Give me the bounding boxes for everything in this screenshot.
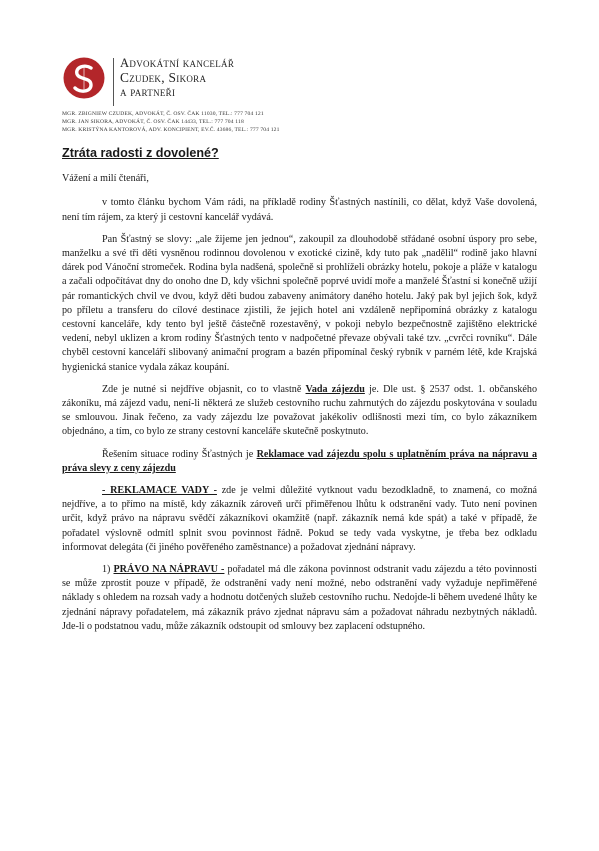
lawyer-line: MGR. KRISTÝNA KANTOROVÁ, ADV. KONCIPIENT, EV.Č. 43686, TEL.: 777 704 121 [62,127,280,134]
lawyer-list [62,110,280,135]
remedy-term: PRÁVO NA NÁPRAVU - [113,564,225,576]
defect-text-pre: Zde je nutné si nejdříve objasnit, co to vlastně [102,383,306,395]
intro-paragraph: v tomto článku bychom Vám rádi, na příkladě rodiny Šťastných nastínili, co dělat, když Vaše dovolená, není tím rájem, za který ji cestovní kancelář vydává. [62,197,537,223]
article-title: Ztráta radosti z dovolené? [62,146,219,160]
story-paragraph: Pan Šťastný se slovy: „ale žijeme jen jednou“, zakoupil za dlouhodobě střádané osobní úspory pro sebe, manželku a své tři děti vysněnou rodinnou dovolenou v exotické cizině, kdy tuto pak „nadělil“ rodině jako hlavní dárek pod Vánoční stromeček. Rodina byla nadšená, společně si prohlíželi obrázky hotelu, pokoje a pláže v katalogu a začali odpočítávat dny do onoho dne D, kdy všichni společně poprvé uvidí moře a manželé Šťastní si konečně užijí pár romantických chvil ve dvou, když děti budou zabaveny animátory daného hotelu. Jaký pak byl jejich šok, když po příletu a transferu do cílové destinace zjistili, že jejich hotel ani vzdáleně nepřipomíná obrázky z katalogu cestovní kanceláře, kdy tento byl ještě částečně rozestavěný, v pokoji nebylo bezpečnostně zajištěno elektrické vedení, nebyl uklizen a krom rodiny Šťastných tento v nadpočetné převaze obývali také tzv. „cvrčci rovníku“. Dále chyběl cestovní kanceláří slibovaný animační program a bazén připomínal český rybník v parném létě, kde Krajská hygienická stanice vydala zákaz koupání. [62,233,537,373]
firm-name-line3: a partneři [120,85,176,99]
firm-name-line1: Advokátní kancelář [120,56,235,70]
firm-name [120,56,234,100]
letterhead-divider [113,58,114,106]
solution-term: Reklamace vad zájezdu spolu s uplatněním práva na nápravu a práva slevy z ceny zájezdu [62,448,537,474]
firm-name-line2: Czudek, Sikora [120,69,207,85]
lawyer-line: MGR. JAN SIKORA, ADVOKÁT, Č. OSV. ČAK 14433, TEL.: 777 704 118 [62,119,244,126]
complaint-paragraph [62,484,537,555]
defect-text-post: je. Dle ust. § 2537 odst. 1. občanského zákoníku, má zájezd vadu, není-li některá ze služeb cestovního ruchu zahrnutých do zájezdu poskytována v souladu se smlouvou. Jinak řečeno, za vady zájezdu lze považovat jakékoliv odlišnosti mezi tím, co bylo zákazníkem objednáno, a tím, co bylo ze strany cestovní kanceláře skutečně poskytnuto. [62,383,538,438]
complaint-term: - REKLAMACE VADY - [102,485,217,497]
remedy-paragraph [62,563,537,634]
defect-paragraph [62,383,537,440]
lawyer-line: MGR. ZBIGNIEW CZUDEK, ADVOKÁT, Č. OSV. ČAK 11030, TEL.: 777 704 121 [62,111,264,117]
complaint-text: zde je velmi důležité vytknout vadu bezodkladně, to znamená, co možná nejdříve, a to přímo na místě, kdy zákazník zároveň určí přiměřenou lhůtu k odstranění vady. Tuto není povinen určit, když právo na nápravu svědčí zákazníkovi okamžitě (např. zákazník nemá kde spát) a také v případě, že pořadatel výslovně odmítl splnit svou povinnost řádně. Pokud se tedy vada vyskytne, je třeba bez odkladu informovat delegáta (či jiného pověřeného zaměstnance) a požadovat zjednání nápravy. [62,485,537,553]
greeting: Vážení a milí čtenáři, [62,173,149,185]
defect-term: Vada zájezdu [305,383,365,395]
solution-text-pre: Řešením situace rodiny Šťastných je [102,448,257,460]
remedy-text: pořadatel má dle zákona povinnost odstranit vadu zájezdu a této povinnosti se může zprostit pouze v případě, že odstranění vady není možné, nebo odstranění vady vyžaduje nepřiměřené náklady s ohledem na rozsah vady a hodnotu dotčených služeb cestovního ruchu. Nedojde-li během uvedené lhůty ke zjednání nápravy pořadatelem, má zákazník právo zjednat nápravu sám a požadovat náhradu nezbytných nákladů. Jde-li o podstatnou vadu, může zákazník odstoupit od smlouvy bez zaplacení odstupného. [62,564,537,632]
firm-logo-icon [62,56,106,100]
article-body [62,146,537,642]
solution-paragraph [62,448,537,476]
remedy-number: 1) [102,564,114,576]
